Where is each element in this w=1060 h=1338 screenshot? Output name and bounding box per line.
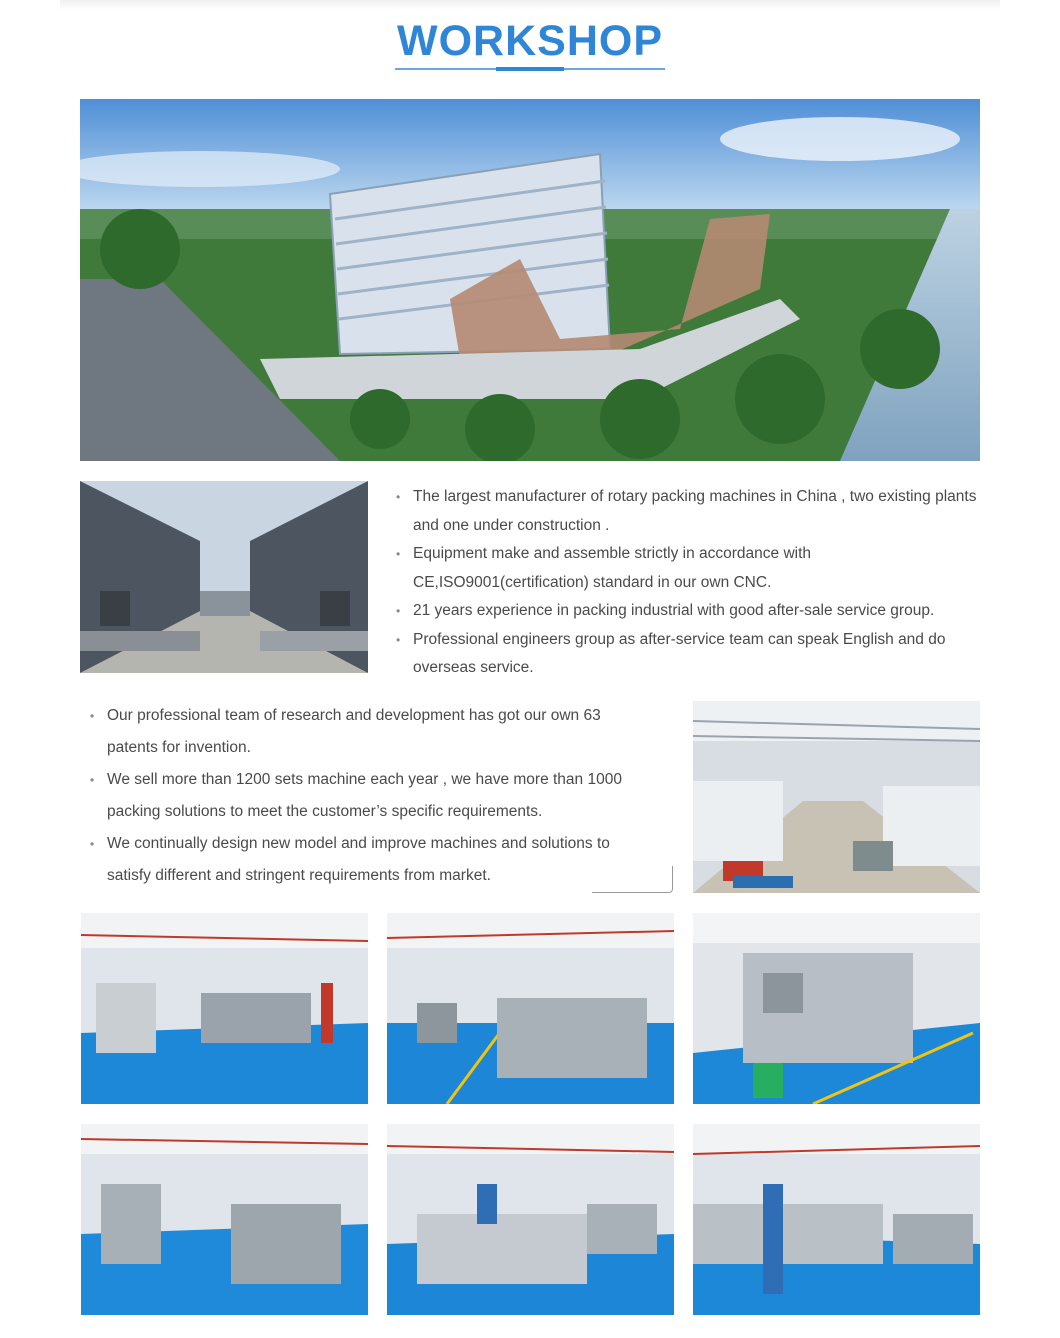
workshop-photo [387,1124,674,1315]
list-item: • We sell more than 1200 sets machine each year , we have more than 1000 packing solutions to meet the customer’s specific requirements. [87,764,647,828]
factory-road-image [80,481,368,673]
page-title: WORKSHOP [395,18,665,70]
workshop-features-list-1 [393,483,983,683]
cnc-workshop-image [693,701,980,893]
top-shadow [60,0,1000,10]
workshop-photo [387,913,674,1104]
list-item: • Professional engineers group as after-service team can speak English and do overseas service. [393,626,983,683]
workshop-photo [693,1124,980,1315]
workshop-photo [81,1124,368,1315]
list-item: • Our professional team of research and development has got our own 63 patents for invention. [87,700,647,764]
workshop-photo [693,913,980,1104]
factory-building-image [80,99,980,461]
workshop-photo [81,913,368,1104]
list-item: • The largest manufacturer of rotary packing machines in China , two existing plants and one under construction . [393,483,983,540]
list-item: • Equipment make and assemble strictly in accordance with CE,ISO9001(certification) standard in our own CNC. [393,540,983,597]
list-item: • We continually design new model and improve machines and solutions to satisfy different and stringent requirements from market. [87,828,647,892]
decorative-bracket [592,866,673,893]
list-item: • 21 years experience in packing industrial with good after-sale service group. [393,597,983,626]
section-header [0,18,1060,70]
title-accent-bar [496,67,564,71]
workshop-features-list-2 [87,700,647,892]
